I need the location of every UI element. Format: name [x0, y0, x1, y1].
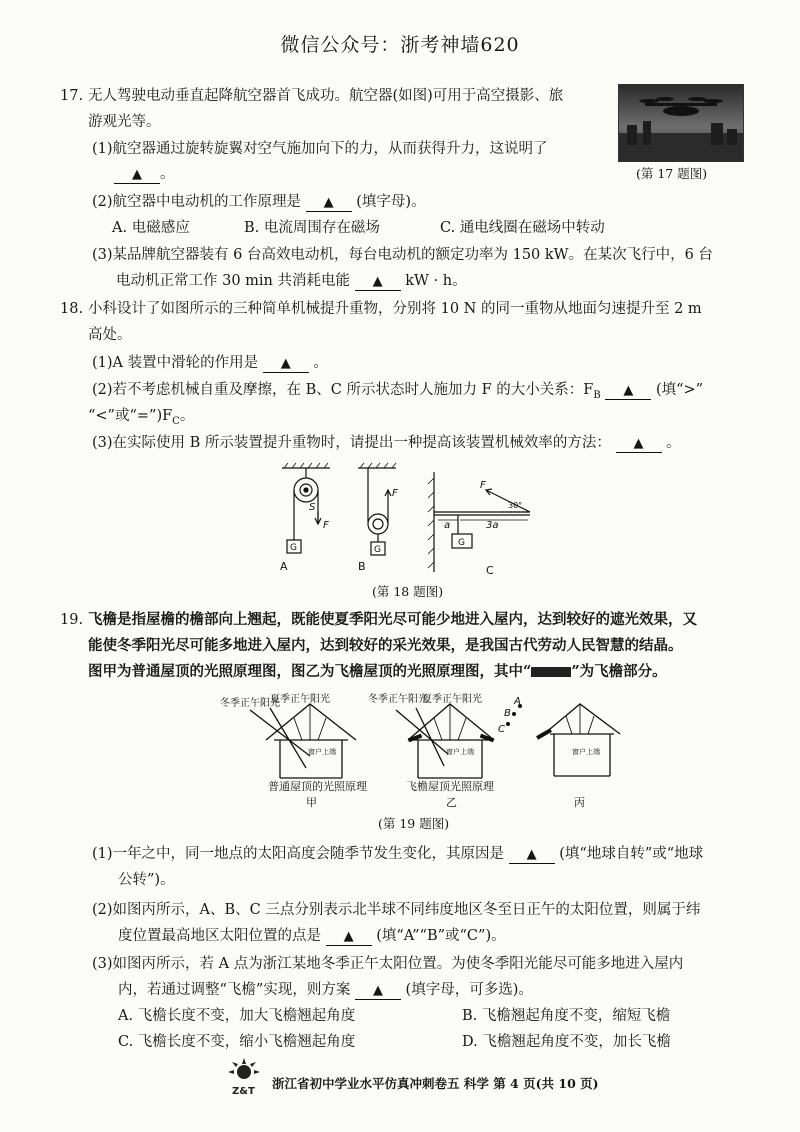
q19-fig-jia-window: 窗户上端: [308, 748, 336, 756]
q19-fig-jia-summer: 夏季正午阳光: [270, 694, 330, 705]
q18-part1-blank[interactable]: ▲: [263, 355, 309, 373]
q19-part1-blank[interactable]: ▲: [509, 846, 555, 864]
q17-part3-line1: (3)某品牌航空器装有 6 台高效电动机，每台电动机的额定功率为 150 kW。在某次飞行中，6 台: [92, 247, 713, 263]
q18-fig-label-3a: 3a: [486, 520, 499, 531]
q18-fig-label-g-c: G: [458, 538, 465, 548]
q18-part2-blank[interactable]: ▲: [605, 382, 651, 400]
q17-part1-line1: (1)航空器通过旋转旋翼对空气施加向下的力，从而获得升力，这说明了: [92, 141, 548, 157]
q18-fig-label-s: S: [309, 502, 316, 513]
q17-part2-blank[interactable]: ▲: [306, 194, 352, 212]
q18-part3: (3)在实际使用 B 所示装置提升重物时，请提出一种提高该装置机械效率的方法： ▲ 。: [92, 435, 681, 451]
page-footer: 浙江省初中学业水平仿真冲刺卷五 科学 第 4 页(共 10 页): [272, 1076, 599, 1091]
q19-part2-line2: 度位置最高地区太阳位置的点是 ▲ (填“A”“B”或“C”)。: [118, 928, 506, 944]
q18-number: 18.: [60, 301, 84, 317]
q17-part1-blank[interactable]: ▲: [114, 166, 160, 184]
q19-stem-line1: 飞檐是指屋檐的檐部向上翘起，既能使夏季阳光尽可能少地进入屋内，达到较好的遮光效果，又: [88, 611, 697, 628]
page-header: 微信公众号：浙考神墙620: [280, 34, 520, 56]
q18-stem-line2: 高处。: [88, 327, 132, 343]
q17-option-c: C. 通电线圈在磁场中转动: [440, 220, 605, 236]
q19-fig-point-c: C: [498, 724, 505, 735]
q17-part2: (2)航空器中电动机的工作原理是 ▲ (填字母)。: [92, 194, 426, 210]
q19-stem-line2: 能使冬季阳光尽可能多地进入屋内，达到较好的采光效果，是我国古代劳动人民智慧的结晶。: [88, 637, 683, 654]
q19-fig-point-b: B: [504, 708, 511, 719]
q19-option-a: A. 飞檐长度不变，加大飞檐翘起角度: [118, 1008, 356, 1024]
q19-fig-yi-summer: 夏季正午阳光: [422, 694, 482, 705]
q19-part2-line1: (2)如图丙所示，A、B、C 三点分别表示北半球不同纬度地区冬至日正午的太阳位置，则属于纬: [92, 902, 701, 918]
q19-part2-blank[interactable]: ▲: [326, 928, 372, 946]
q19-option-b: B. 飞檐翘起角度不变，缩短飞檐: [462, 1008, 671, 1024]
q17-part3-line2: 电动机正常工作 30 min 共消耗电能 ▲ kW · h。: [116, 273, 467, 289]
q19-part3-line2: 内，若通过调整“飞檐”实现，则方案 ▲ (填字母，可多选)。: [118, 982, 533, 998]
q19-fig-jia-winter: 冬季正午阳光: [220, 698, 280, 709]
q18-fig-label-a: a: [444, 520, 451, 531]
q18-part3-blank[interactable]: ▲: [616, 435, 662, 453]
q19-fig-yi-title: 飞檐屋顶光照原理: [406, 780, 494, 793]
q19-fig-jia-label: 甲: [306, 796, 317, 809]
q19-fig-bing-label: 丙: [574, 796, 585, 809]
q19-stem-line3: 图甲为普通屋顶的光照原理图，图乙为飞檐屋顶的光照原理图，其中“ ”为飞檐部分。: [88, 663, 667, 680]
svg-text:Z&T: Z&T: [232, 1086, 255, 1097]
q17-option-a: A. 电磁感应: [112, 220, 190, 236]
q19-fig-yi-winter: 冬季正午阳光: [368, 694, 428, 705]
q19-number: 19.: [60, 612, 84, 628]
q19-option-c: C. 飞檐长度不变，缩小飞檐翘起角度: [118, 1034, 356, 1050]
q18-stem-line1: 小科设计了如图所示的三种简单机械提升重物，分别将 10 N 的同一重物从地面匀速提升至 2 m: [88, 301, 702, 317]
q18-part2-line2: “<”或“$=”)F_C$。: [88, 408, 195, 427]
q18-figure: [270, 462, 540, 582]
q17-part3-blank[interactable]: ▲: [355, 273, 401, 291]
q17-stem-line1: 无人驾驶电动垂直起降航空器首飞成功。航空器(如图)可用于高空摄影、旅: [88, 88, 564, 104]
q19-fig-yi-window: 窗户上端: [446, 748, 474, 756]
q19-part1-line2: 公转”)。: [118, 872, 175, 888]
q19-figure-caption: (第 19 题图): [378, 816, 450, 831]
q19-figure: [210, 690, 630, 812]
q18-fig-label-f-a: F: [323, 520, 329, 531]
q19-option-d: D. 飞檐翘起角度不变，加长飞檐: [462, 1034, 671, 1050]
q18-fig-label-A: A: [280, 560, 288, 573]
q18-fig-label-angle: 30°: [508, 501, 523, 510]
q17-part1-line2: ▲ 。: [114, 164, 175, 184]
aircraft-illustration: [619, 85, 743, 161]
q18-part2-line1: (2)若不考虑机械自重及摩擦，在 B、C 所示状态时人施加力 F 的大小关系：$F_B$ ▲ (填“>”: [92, 382, 704, 401]
q19-fig-jia-title: 普通屋顶的光照原理: [268, 780, 367, 793]
eave-symbol: [531, 667, 571, 677]
q17-aircraft-photo: [618, 84, 744, 162]
q18-figure-caption: (第 18 题图): [372, 584, 444, 599]
q17-number: 17.: [60, 88, 84, 104]
q19-part1-line1: (1)一年之中，同一地点的太阳高度会随季节发生变化，其原因是 ▲ (填“地球自转”或“地球: [92, 846, 704, 862]
publisher-logo-icon: [222, 1056, 266, 1100]
q19-fig-yi-label: 乙: [446, 796, 457, 809]
q19-part3-line1: (3)如图丙所示，若 A 点为浙江某地冬季正午太阳位置。为使冬季阳光能尽可能多地进入屋内: [92, 956, 684, 972]
q17-option-b: B. 电流周围存在磁场: [244, 220, 380, 236]
q19-fig-bing-window: 窗户上端: [572, 748, 600, 756]
q18-fig-label-g-b: G: [374, 545, 381, 555]
q18-part1: (1)A 装置中滑轮的作用是 ▲ 。: [92, 355, 328, 371]
q18-fig-label-B: B: [358, 560, 366, 573]
q18-fig-label-C: C: [486, 564, 494, 577]
q18-fig-label-f-c: F: [480, 480, 486, 491]
q17-figure-caption: (第 17 题图): [636, 166, 708, 181]
q19-part3-blank[interactable]: ▲: [355, 982, 401, 1000]
q18-fig-label-g-a: G: [290, 543, 297, 553]
q18-fig-label-f-b: F: [392, 488, 398, 499]
q19-fig-point-a: A: [514, 696, 521, 707]
q17-stem-line2: 游观光等。: [88, 114, 161, 130]
